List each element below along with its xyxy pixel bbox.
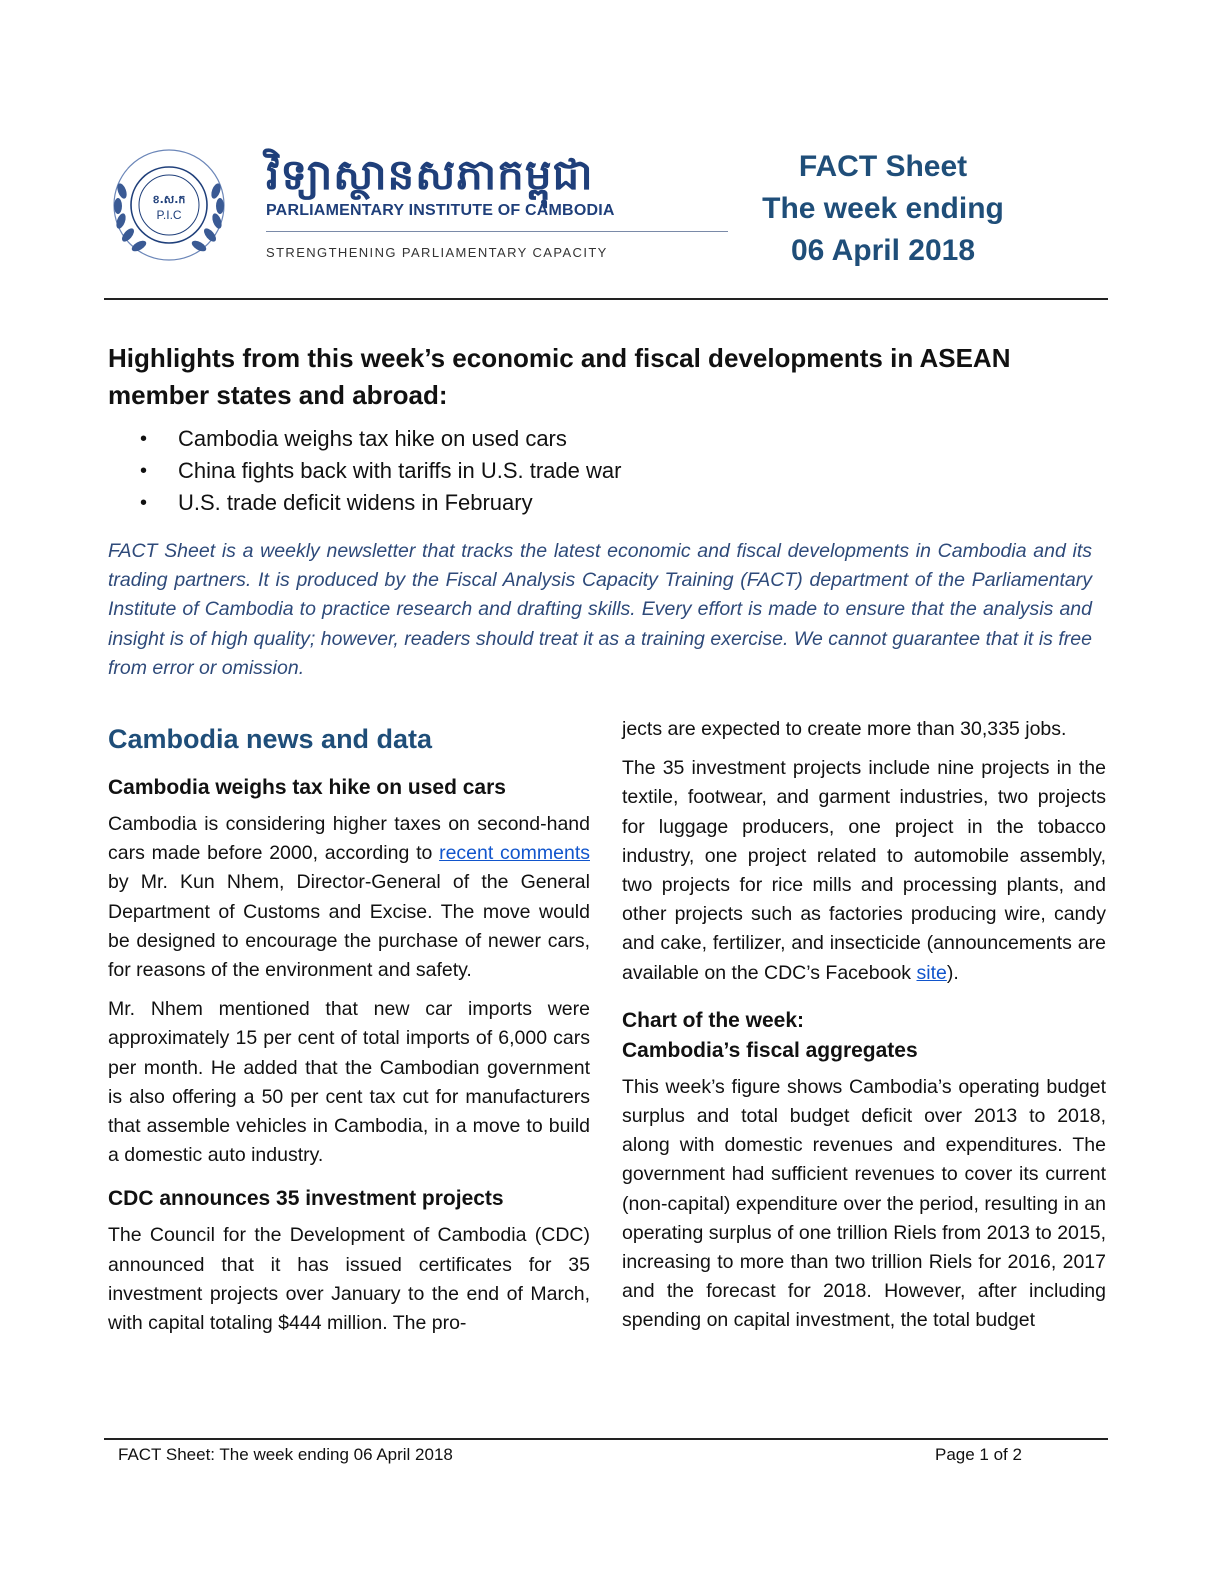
highlight-text: U.S. trade deficit widens in February — [178, 490, 533, 515]
logo-text: P.I.C — [156, 208, 182, 222]
list-item — [140, 455, 621, 487]
highlights-heading-line2: member states and abroad: — [108, 380, 448, 410]
highlights-heading-line1: Highlights from this week’s economic and fiscal developments in ASEAN — [108, 343, 1011, 373]
list-item — [140, 487, 621, 519]
bullet-icon: • — [140, 460, 148, 482]
highlights-heading — [108, 340, 1108, 414]
list-item — [140, 423, 621, 455]
chart-of-week-subheading: Cambodia’s fiscal aggregates — [622, 1038, 918, 1062]
article-title: Cambodia weighs tax hike on used cars — [108, 776, 506, 799]
highlights-list — [140, 423, 621, 519]
right-column — [622, 715, 1106, 1346]
footer-divider — [104, 1438, 1108, 1440]
paragraph-text: ). — [946, 961, 959, 984]
bullet-icon: • — [140, 428, 148, 450]
article-paragraph — [622, 754, 1106, 988]
page-header — [108, 140, 1108, 270]
article-paragraph: jects are expected to create more than 30,335 jobs. — [622, 718, 1067, 740]
facebook-site-link[interactable]: site — [916, 961, 947, 984]
institute-name: PARLIAMENTARY INSTITUTE OF CAMBODIA — [266, 202, 615, 219]
paragraph-text: The 35 investment projects include nine projects in the textile, footwear, and garment industries, two projects for luggage producers, one project in the tobacco industry, one project related to automobile assembly, two projects for rice mills and processing plants, and other projects such as factories producing wire, candy and cake, fertilizer, and insecticide (announcements are available on the CDC’s Facebook — [622, 757, 1106, 984]
paragraph-text: Cambodia is considering higher taxes on second-hand cars made before 2000, according to — [108, 813, 590, 865]
fact-title-line3: 06 April 2018 — [791, 234, 975, 267]
left-column — [108, 715, 590, 1348]
fact-sheet-title — [728, 146, 1038, 272]
article-paragraph: The Council for the Development of Cambodia (CDC) announced that it has issued certificates for 35 investment projects over January to the end of March, with capital totaling $444 million. The pro- — [108, 1224, 590, 1335]
article-paragraph — [108, 810, 590, 985]
institute-tagline: STRENGTHENING PARLIAMENTARY CAPACITY — [266, 245, 608, 260]
newsletter-intro: FACT Sheet is a weekly newsletter that tracks the latest economic and fiscal developments in Cambodia and its trading partners. It is produced by the Fiscal Analysis Capacity Training (FACT) department of the Parliamentary Institute of Cambodia to practice research and drafting skills. Every effort is made to ensure that the analysis and insight is of high quality; however, readers should treat it as a training exercise. We cannot guarantee that it is free from error or omission. — [108, 540, 1092, 679]
article-paragraph: Mr. Nhem mentioned that new car imports were approximately 15 per cent of total imports of 6,000 cars per month. He added that the Cambodian government is also offering a 50 per cent tax cut for manufacturers that assemble vehicles in Cambodia, in a move to build a domestic auto industry. — [108, 998, 590, 1167]
fact-title-line1: FACT Sheet — [798, 150, 968, 183]
bullet-icon: • — [140, 492, 148, 514]
article-title: CDC announces 35 investment projects — [108, 1187, 504, 1211]
page-number: Page 1 of 2 — [935, 1445, 1022, 1464]
recent-comments-link[interactable]: recent comments — [439, 842, 590, 865]
footer-title: FACT Sheet: The week ending 06 April 2018 — [118, 1445, 453, 1464]
highlight-text: Cambodia weighs tax hike on used cars — [178, 426, 567, 451]
chart-of-week-heading: Chart of the week: — [622, 1008, 805, 1032]
institute-divider — [266, 231, 728, 232]
header-divider — [104, 298, 1108, 300]
khmer-institute-title: វិទ្យាស្ថានសភាកម្ពុជា — [266, 150, 594, 199]
article-paragraph: This week’s figure shows Cambodia’s operating budget surplus and total budget deficit over 2013 to 2018, along with domestic revenues and expenditures. The government had sufficient revenues to cover its current (non-capital) expenditure over the period, resulting in an operating surplus of one trillion Riels from 2013 to 2015, increasing to more than two trillion Riels for 2016, 2017 and the forecast for 2018. However, after including spending on capital investment, the total budget — [622, 1075, 1106, 1332]
logo-seal-text: ខ.ស.ក — [152, 193, 186, 206]
fact-title-line2: The week ending — [762, 192, 1004, 225]
paragraph-text: by Mr. Kun Nhem, Director-General of the General Department of Customs and Excise. The move would be designed to encourage the purchase of newer cars, for reasons of the environment and safety. — [108, 871, 590, 982]
highlight-text: China fights back with tariffs in U.S. trade war — [178, 458, 622, 483]
institute-logo — [108, 146, 230, 264]
section-title: Cambodia news and data — [108, 724, 433, 754]
